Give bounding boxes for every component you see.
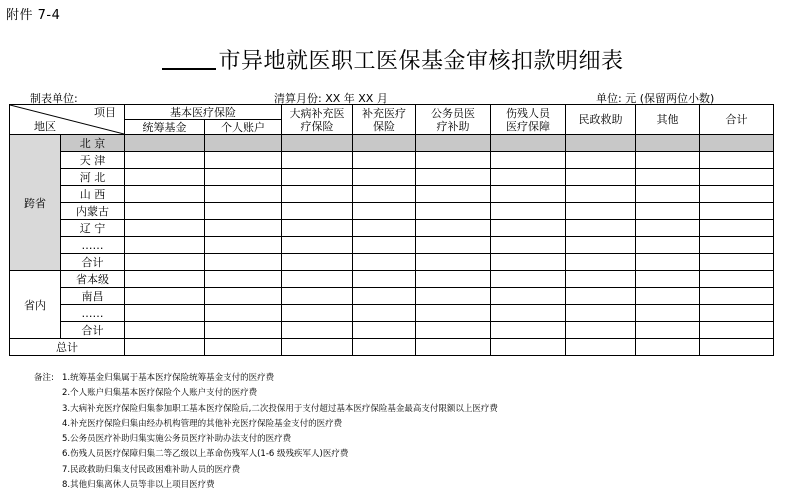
data-cell[interactable]: [282, 169, 353, 186]
data-cell[interactable]: [566, 271, 636, 288]
data-cell[interactable]: [205, 237, 282, 254]
data-cell[interactable]: [566, 288, 636, 305]
data-cell[interactable]: [636, 135, 700, 152]
data-cell[interactable]: [205, 135, 282, 152]
table-row: [10, 322, 774, 339]
data-cell[interactable]: [282, 237, 353, 254]
header-civil-servant: 公务员医疗补助: [416, 105, 491, 135]
data-cell[interactable]: [416, 288, 491, 305]
data-cell[interactable]: [636, 169, 700, 186]
data-cell[interactable]: [205, 339, 282, 356]
table-row: [10, 220, 774, 237]
data-cell[interactable]: [636, 305, 700, 322]
data-cell[interactable]: [700, 203, 774, 220]
city-blank[interactable]: [162, 46, 216, 70]
data-cell[interactable]: [636, 254, 700, 271]
attachment-label: 附件 7-4: [6, 8, 61, 23]
data-cell[interactable]: [566, 152, 636, 169]
data-cell[interactable]: [205, 203, 282, 220]
data-cell[interactable]: [700, 271, 774, 288]
note-item: 1.统筹基金归集属于基本医疗保险统筹基金支付的医疗费: [62, 373, 275, 383]
data-cell[interactable]: [491, 288, 566, 305]
data-cell[interactable]: [416, 237, 491, 254]
note-line: [34, 463, 498, 478]
data-cell[interactable]: [205, 305, 282, 322]
note-item: 8.其他归集离休人员等非以上项目医疗费: [62, 480, 215, 491]
note-line: [34, 371, 498, 386]
data-cell[interactable]: [282, 186, 353, 203]
data-cell[interactable]: [491, 220, 566, 237]
data-cell[interactable]: [416, 169, 491, 186]
data-cell[interactable]: [636, 152, 700, 169]
data-cell[interactable]: [282, 305, 353, 322]
settlement-period: 清算月份: XX 年 XX 月: [274, 92, 388, 105]
data-cell[interactable]: [566, 237, 636, 254]
region-label: 内蒙古: [61, 203, 125, 220]
data-cell[interactable]: [416, 152, 491, 169]
data-cell[interactable]: [491, 254, 566, 271]
data-cell[interactable]: [205, 254, 282, 271]
data-cell[interactable]: [416, 305, 491, 322]
data-cell[interactable]: [125, 305, 205, 322]
data-cell[interactable]: [125, 254, 205, 271]
data-cell[interactable]: [282, 288, 353, 305]
data-cell[interactable]: [700, 220, 774, 237]
note-line: [34, 447, 498, 462]
header-personal-account: 个人账户: [205, 120, 282, 135]
data-cell[interactable]: [353, 203, 416, 220]
data-cell[interactable]: [491, 339, 566, 356]
data-cell[interactable]: [636, 322, 700, 339]
data-cell[interactable]: [353, 322, 416, 339]
data-cell[interactable]: [636, 271, 700, 288]
data-cell[interactable]: [636, 288, 700, 305]
data-cell[interactable]: [491, 203, 566, 220]
data-cell[interactable]: [416, 135, 491, 152]
data-cell[interactable]: [491, 271, 566, 288]
data-cell[interactable]: [205, 220, 282, 237]
data-cell[interactable]: [416, 186, 491, 203]
data-cell[interactable]: [205, 322, 282, 339]
data-cell[interactable]: [205, 288, 282, 305]
data-cell[interactable]: [491, 237, 566, 254]
header-other: 其他: [636, 105, 700, 135]
reporting-unit-label: 制表单位:: [30, 92, 78, 105]
region-label: ……: [61, 237, 125, 254]
data-cell[interactable]: [353, 186, 416, 203]
page-title-text: 市异地就医职工医保基金审核扣款明细表: [218, 49, 624, 74]
data-cell[interactable]: [282, 203, 353, 220]
note-line: [34, 432, 498, 447]
region-label: 省本级: [61, 271, 125, 288]
note-line: [34, 386, 498, 401]
note-line: [34, 402, 498, 417]
data-cell[interactable]: [566, 305, 636, 322]
region-label: 合计: [61, 254, 125, 271]
data-cell[interactable]: [566, 186, 636, 203]
data-cell[interactable]: [125, 322, 205, 339]
deduction-detail-table: [9, 104, 774, 356]
data-cell[interactable]: [353, 237, 416, 254]
table-row: [10, 237, 774, 254]
region-label: 南昌: [61, 288, 125, 305]
data-cell[interactable]: [566, 169, 636, 186]
data-cell[interactable]: [491, 152, 566, 169]
data-cell[interactable]: [125, 237, 205, 254]
data-cell[interactable]: [125, 220, 205, 237]
header-corner: [10, 105, 125, 135]
data-cell[interactable]: [636, 339, 700, 356]
data-cell[interactable]: [282, 135, 353, 152]
data-cell[interactable]: [282, 254, 353, 271]
data-cell[interactable]: [636, 237, 700, 254]
data-cell[interactable]: [353, 288, 416, 305]
data-cell[interactable]: [700, 288, 774, 305]
data-cell[interactable]: [205, 271, 282, 288]
header-basic-insurance: 基本医疗保险: [125, 105, 282, 120]
note-item: 4.补充医疗保险归集由经办机构管理的其他补充医疗保险基金支付的医疗费: [62, 418, 343, 429]
data-cell[interactable]: [353, 271, 416, 288]
header-disabled: 伤残人员医疗保障: [491, 105, 566, 135]
data-cell[interactable]: [353, 169, 416, 186]
data-cell[interactable]: [700, 254, 774, 271]
data-cell[interactable]: [353, 220, 416, 237]
data-cell[interactable]: [282, 271, 353, 288]
data-cell[interactable]: [353, 339, 416, 356]
region-label: 山 西: [61, 186, 125, 203]
grand-total-rows: [10, 339, 774, 356]
data-cell[interactable]: [700, 305, 774, 322]
note-item: 7.民政救助归集支付民政困难补助人员的医疗费: [62, 464, 241, 475]
data-cell[interactable]: [282, 220, 353, 237]
group-in-province: 省内: [10, 271, 61, 339]
data-cell[interactable]: [700, 186, 774, 203]
corner-item-label: 项目: [94, 106, 116, 119]
data-cell[interactable]: [416, 254, 491, 271]
data-cell[interactable]: [282, 339, 353, 356]
grand-total-label: 总计: [10, 339, 125, 356]
note-line: [34, 478, 498, 493]
header-row-1: [10, 105, 774, 120]
in-province-rows: [10, 271, 774, 339]
data-cell[interactable]: [353, 254, 416, 271]
data-cell[interactable]: [353, 135, 416, 152]
data-cell[interactable]: [566, 135, 636, 152]
data-cell[interactable]: [566, 322, 636, 339]
data-cell[interactable]: [566, 220, 636, 237]
data-cell[interactable]: [125, 186, 205, 203]
data-cell[interactable]: [353, 152, 416, 169]
region-label: 辽 宁: [61, 220, 125, 237]
data-cell[interactable]: [125, 135, 205, 152]
header-civil-aid: 民政救助: [566, 105, 636, 135]
data-cell[interactable]: [700, 152, 774, 169]
data-cell[interactable]: [491, 135, 566, 152]
group-cross-province: 跨省: [10, 135, 61, 271]
table-row-grand-total: [10, 339, 774, 356]
data-cell[interactable]: [491, 186, 566, 203]
note-item: 2.个人账户归集基本医疗保险个人账户支付的医疗费: [62, 388, 258, 399]
table-row: [10, 152, 774, 169]
data-cell[interactable]: [125, 339, 205, 356]
table-row: [10, 271, 774, 288]
data-cell[interactable]: [700, 322, 774, 339]
data-cell[interactable]: [700, 135, 774, 152]
table-row: [10, 288, 774, 305]
note-item: 6.伤残人员医疗保障归集二等乙级以上革命伤残军人(1-6 级残疾军人)医疗费: [62, 449, 349, 460]
data-cell[interactable]: [416, 271, 491, 288]
table-row: [10, 305, 774, 322]
data-cell[interactable]: [566, 203, 636, 220]
data-cell[interactable]: [566, 254, 636, 271]
table-row: [10, 254, 774, 271]
data-cell[interactable]: [416, 203, 491, 220]
data-cell[interactable]: [125, 152, 205, 169]
data-cell[interactable]: [282, 152, 353, 169]
data-cell[interactable]: [636, 220, 700, 237]
data-cell[interactable]: [700, 237, 774, 254]
data-cell[interactable]: [636, 203, 700, 220]
region-label: 合计: [61, 322, 125, 339]
cross-province-rows: [10, 135, 774, 271]
table-row: [10, 135, 774, 152]
data-cell[interactable]: [416, 322, 491, 339]
data-cell[interactable]: [636, 186, 700, 203]
data-cell[interactable]: [491, 322, 566, 339]
table-row: [10, 203, 774, 220]
note-item: 5.公务员医疗补助归集实施公务员医疗补助办法支付的医疗费: [62, 434, 292, 445]
data-cell[interactable]: [353, 305, 416, 322]
data-cell[interactable]: [566, 339, 636, 356]
data-cell[interactable]: [416, 220, 491, 237]
region-label: 天 津: [61, 152, 125, 169]
currency-unit-note: 单位: 元 (保留两位小数): [596, 92, 715, 105]
region-label: 河 北: [61, 169, 125, 186]
table-row: [10, 169, 774, 186]
header-critical-illness: 大病补充医疗保险: [282, 105, 353, 135]
header-supplementary: 补充医疗保险: [353, 105, 416, 135]
note-line: [34, 417, 498, 432]
corner-region-label: 地区: [34, 120, 56, 133]
data-cell[interactable]: [282, 322, 353, 339]
data-cell[interactable]: [491, 169, 566, 186]
data-cell[interactable]: [125, 271, 205, 288]
data-cell[interactable]: [205, 169, 282, 186]
data-cell[interactable]: [700, 339, 774, 356]
page-title: [0, 44, 786, 75]
data-cell[interactable]: [125, 203, 205, 220]
region-label: ……: [61, 305, 125, 322]
data-cell[interactable]: [205, 186, 282, 203]
data-cell[interactable]: [125, 288, 205, 305]
table-row: [10, 186, 774, 203]
header-pooled-fund: 统筹基金: [125, 120, 205, 135]
data-cell[interactable]: [700, 169, 774, 186]
region-label: 北 京: [61, 135, 125, 152]
data-cell[interactable]: [416, 339, 491, 356]
note-item: 3.大病补充医疗保险归集参加职工基本医疗保险后,二次投保用于支付超过基本医疗保险基金最高支付限额以上医疗费: [62, 403, 498, 414]
note-label: 备注:: [34, 373, 54, 383]
header-total: 合计: [700, 105, 774, 135]
notes-section: [34, 371, 498, 493]
data-cell[interactable]: [125, 169, 205, 186]
data-cell[interactable]: [491, 305, 566, 322]
data-cell[interactable]: [205, 152, 282, 169]
